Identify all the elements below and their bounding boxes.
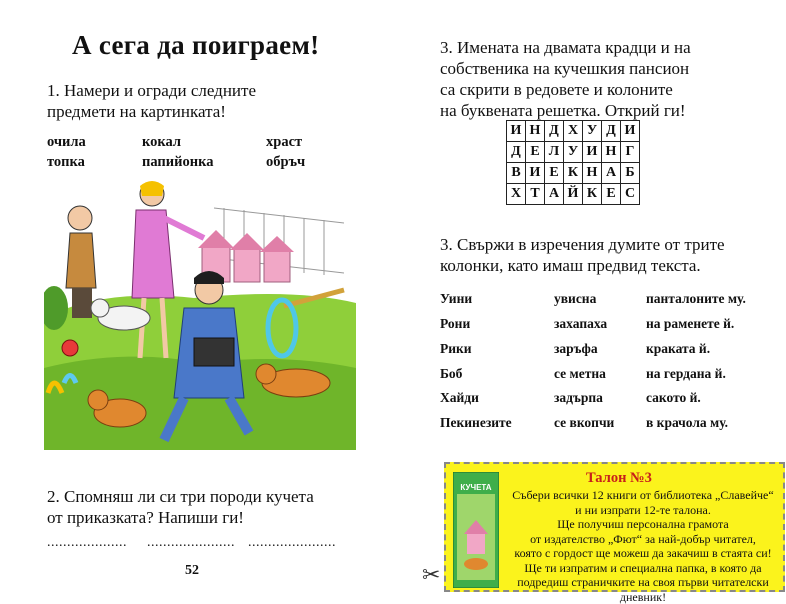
- task3a-text: [440, 37, 691, 121]
- match-verb: се метна: [554, 366, 606, 381]
- grid-cell[interactable]: В: [507, 163, 526, 184]
- grid-cell[interactable]: Т: [526, 184, 545, 205]
- grid-cell[interactable]: Й: [564, 184, 583, 205]
- match-subject: Рони: [440, 316, 471, 331]
- grid-cell[interactable]: К: [583, 184, 602, 205]
- grid-cell[interactable]: У: [564, 142, 583, 163]
- answer-blank[interactable]: ......................: [248, 535, 336, 550]
- match-subject: Уини: [440, 291, 473, 306]
- word-item: топка: [47, 154, 85, 170]
- coupon-line: подредиш страничките на своя първи читателски дневник!: [517, 575, 769, 604]
- grid-row: [507, 184, 640, 205]
- match-subject: Хайди: [440, 390, 479, 405]
- grid-cell[interactable]: Е: [602, 184, 621, 205]
- grid-cell[interactable]: У: [583, 121, 602, 142]
- task3b-line2: колонки, като имаш предвид текста.: [440, 256, 701, 275]
- match-subject: Пекинезите: [440, 415, 512, 430]
- match-object: сакото й.: [646, 390, 701, 405]
- answer-blank[interactable]: ......................: [147, 535, 235, 550]
- scissors-icon: ✂: [422, 563, 441, 588]
- page-number: 52: [185, 563, 199, 578]
- match-verb: увисна: [554, 291, 597, 306]
- park-dogs-illustration: [44, 178, 356, 450]
- task3a-line2: собственика на кучешкия пансион: [440, 59, 690, 78]
- grid-cell[interactable]: И: [526, 163, 545, 184]
- left-page: [0, 0, 393, 598]
- grid-cell[interactable]: Д: [602, 121, 621, 142]
- task3a-line4: на буквената решетка. Открий ги!: [440, 101, 686, 120]
- match-object: краката й.: [646, 341, 711, 356]
- task3a-line1: 3. Имената на двамата крадци и на: [440, 38, 691, 57]
- grid-cell[interactable]: Б: [621, 163, 640, 184]
- grid-cell[interactable]: Д: [545, 121, 564, 142]
- task2-line1: 2. Спомняш ли си три породи кучета: [47, 487, 314, 506]
- grid-row: [507, 142, 640, 163]
- grid-cell[interactable]: А: [545, 184, 564, 205]
- word-item: обръч: [266, 154, 306, 170]
- match-object: панталоните му.: [646, 291, 746, 306]
- word-item: кокал: [142, 134, 182, 150]
- grid-cell[interactable]: И: [507, 121, 526, 142]
- grid-cell[interactable]: Х: [564, 121, 583, 142]
- task1-line2: предмети на картинката!: [47, 102, 226, 121]
- book-cover-image: [453, 472, 499, 588]
- match-subject: Рики: [440, 341, 472, 356]
- page-title: А сега да поиграем!: [72, 30, 320, 60]
- right-page: [393, 0, 786, 604]
- task1-line1: 1. Намери и огради следните: [47, 81, 257, 100]
- grid-row: [507, 121, 640, 142]
- grid-cell[interactable]: Е: [526, 142, 545, 163]
- word-item: очила: [47, 134, 86, 150]
- book-cover-title: КУЧЕТА: [460, 483, 492, 492]
- grid-cell[interactable]: Н: [602, 142, 621, 163]
- grid-cell[interactable]: Н: [583, 163, 602, 184]
- grid-cell[interactable]: С: [621, 184, 640, 205]
- coupon-box: [444, 462, 785, 604]
- grid-row: [507, 163, 640, 184]
- task3a-line3: са скрити в редовете и колоните: [440, 80, 673, 99]
- match-verb: захапаха: [554, 316, 608, 331]
- coupon-line: която с гордост ще можеш да закачиш в стаята си!: [514, 546, 772, 560]
- grid-cell[interactable]: И: [621, 121, 640, 142]
- coupon-line: и ни изпрати 12-те талона.: [575, 502, 711, 517]
- answer-blank[interactable]: ....................: [47, 535, 127, 550]
- grid-cell[interactable]: Н: [526, 121, 545, 142]
- task2-text: [47, 486, 314, 528]
- coupon-text: [502, 488, 784, 604]
- grid-cell[interactable]: Е: [545, 163, 564, 184]
- coupon-line: Събери всички 12 книги от библиотека „Славейче“: [512, 488, 774, 502]
- match-object: в крачола му.: [646, 415, 729, 430]
- task3b-text: [440, 234, 725, 276]
- task3b-line1: 3. Свържи в изречения думите от трите: [440, 235, 725, 254]
- grid-cell[interactable]: Г: [621, 142, 640, 163]
- word-item: храст: [266, 134, 303, 150]
- match-verb: се вкопчи: [554, 415, 615, 430]
- coupon-line: Ще ти изпратим и специална папка, в която да: [524, 560, 762, 575]
- match-object: на гердана й.: [646, 366, 726, 381]
- match-subject: Боб: [440, 366, 463, 381]
- grid-cell[interactable]: И: [583, 142, 602, 163]
- grid-cell[interactable]: А: [602, 163, 621, 184]
- match-object: на раменете й.: [646, 316, 735, 331]
- task1-text: [47, 80, 256, 122]
- match-verb: задърпа: [554, 390, 603, 405]
- grid-cell[interactable]: Х: [507, 184, 526, 205]
- letter-grid: [506, 120, 640, 205]
- coupon-line: от издателство „Фют“ за най-добър читател,: [530, 531, 756, 546]
- match-verb: заръфа: [554, 341, 598, 356]
- grid-cell[interactable]: Д: [507, 142, 526, 163]
- grid-cell[interactable]: К: [564, 163, 583, 184]
- word-item: папийонка: [142, 154, 214, 170]
- coupon-line: Ще получиш персонална грамота: [557, 517, 729, 531]
- coupon-title: Талон №3: [586, 470, 652, 486]
- grid-cell[interactable]: Л: [545, 142, 564, 163]
- task2-line2: от приказката? Напиши ги!: [47, 508, 244, 527]
